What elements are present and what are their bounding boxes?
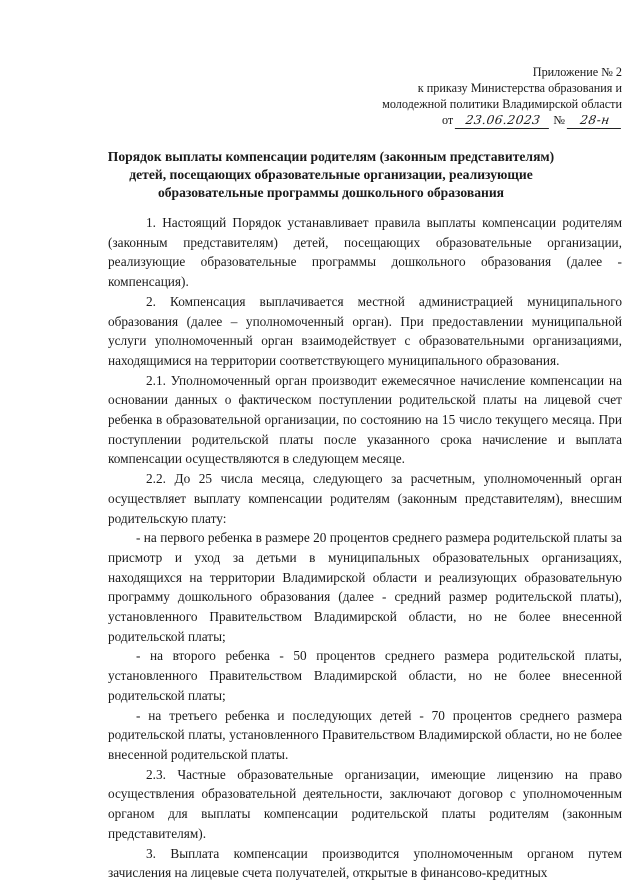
paragraph-2-2: 2.2. До 25 числа месяца, следующего за расчетным, уполномоченный орган осуществляет выплату компенсации родителям (законным представителям), внесшим родительскую плату: [108, 471, 622, 526]
title-line2: детей, посещающих образовательные организации, реализующие [129, 167, 533, 182]
handwritten-date: 23.06.2023 [455, 112, 551, 129]
document-title [96, 148, 566, 202]
handwritten-number: 28-н [567, 112, 623, 129]
appendix-block [360, 64, 622, 129]
order-reference-line2: молодежной политики Владимирской области [382, 97, 622, 111]
title-line3: образовательные программы дошкольного образования [157, 185, 505, 200]
paragraph-3: 3. Выплата компенсации производится уполномоченным органом путем зачисления на лицевые счета получателей, открытые в финансово-кредитных [108, 845, 622, 881]
list-item-third-child: - на третьего ребенка и последующих детей - 70 процентов среднего размера родительской платы, установленного Правительством Владимирской области, но не более внесенной родительской платы. [108, 707, 622, 762]
list-item-first-child: - на первого ребенка в размере 20 процентов среднего размера родительской платы за присмотр и уход за детьми в муниципальных образовательных организациях, находящихся на территории Владимирской области и реализующих образовательную программу дошкольного образования (далее - средний размер родительской платы), установленного Правительством Владимирской области, но не более внесенной родительской платы; [108, 530, 622, 644]
order-date-line [360, 112, 622, 129]
date-prefix: от [441, 113, 454, 127]
appendix-label: Приложение № 2 [532, 65, 622, 79]
paragraph-2-3: 2.3. Частные образовательные организации, имеющие лицензию на право осуществления образовательной деятельности, заключают договор с уполномоченным органом для выплаты компенсации родительской платы родителям (законным представителям). [108, 766, 622, 841]
title-line1: Порядок выплаты компенсации родителям (законным представителям) [107, 149, 555, 164]
order-reference-line1: к приказу Министерства образования и [417, 81, 622, 95]
paragraph-1: 1. Настоящий Порядок устанавливает правила выплаты компенсации родителям (законным представителям) детей, посещающих образовательные организации, реализующие образовательные программы дошкольного образования (далее - компенсация). [108, 215, 622, 290]
paragraph-2: 2. Компенсация выплачивается местной администрацией муниципального образования (далее – уполномоченный орган). При предоставлении муниципальной услуги уполномоченный орган взаимодействует с образовательными организациями, находящимися на территории соответствующего муниципального образования. [108, 293, 622, 368]
document-body [108, 213, 622, 883]
list-item-second-child: - на второго ребенка - 50 процентов среднего размера родительской платы, установленного Правительством Владимирской области, но не более внесенной родительской платы; [108, 648, 622, 703]
number-prefix: № [553, 113, 565, 127]
paragraph-2-1: 2.1. Уполномоченный орган производит ежемесячное начисление компенсации на основании данных о фактическом поступлении родительской платы на лицевой счет ребенка в образовательной организации, по состоянию на 15 число текущего месяца. При поступлении родительской платы после указанного срока начисление и выплата компенсации осуществляются в следующем месяце. [108, 372, 622, 467]
